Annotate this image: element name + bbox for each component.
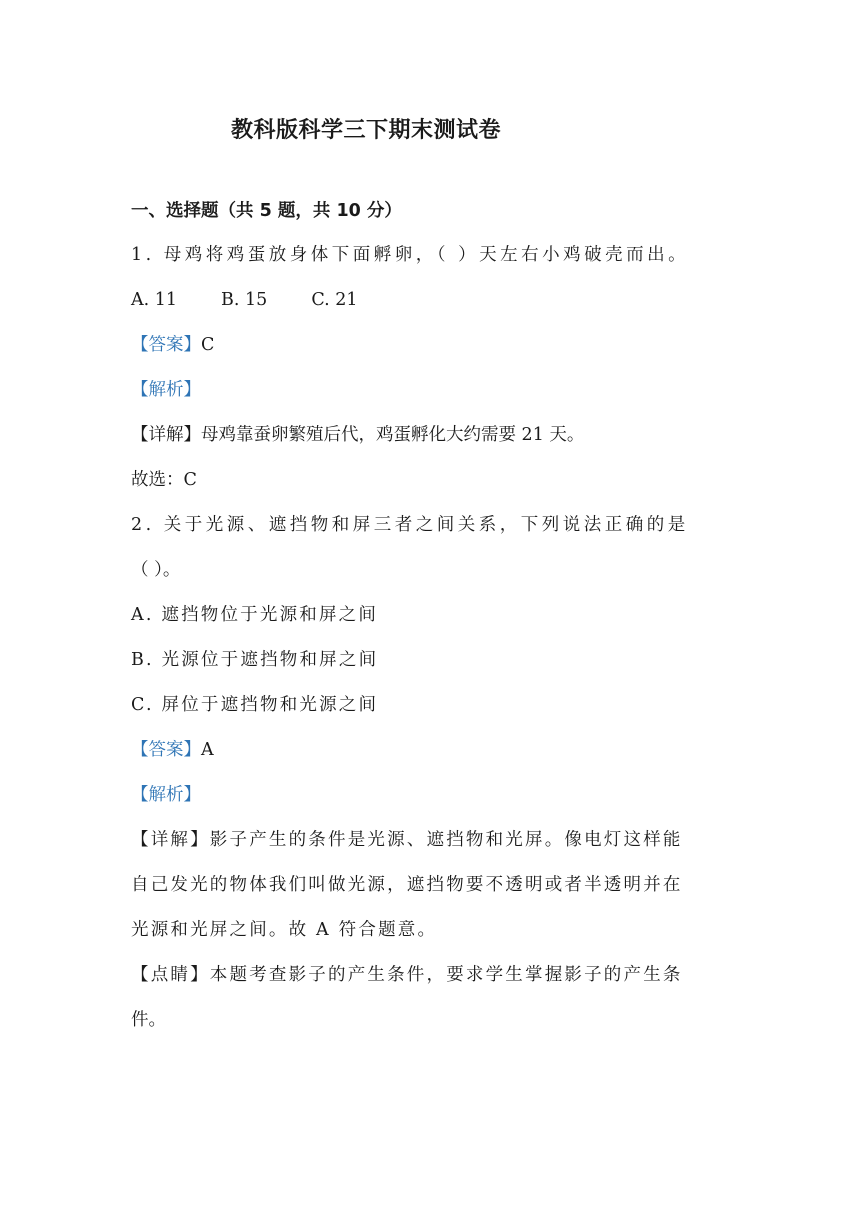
detail-line-2: 自己发光的物体我们叫做光源，遮挡物要不透明或者半透明并在 — [131, 875, 683, 895]
analysis-label: 【解析】 — [131, 785, 201, 805]
page-title: 教科版科学三下期末测试卷 — [231, 118, 502, 143]
option-c: C. 21 — [311, 290, 358, 310]
choice-line: 故选：C — [131, 470, 197, 490]
question-1-options — [131, 288, 357, 312]
answer-label: 【答案】 — [131, 335, 201, 355]
option-b: B. 15 — [221, 290, 268, 310]
option-a: A. 11 — [131, 290, 178, 310]
answer-line — [131, 333, 214, 357]
option-a: A. 遮挡物位于光源和屏之间 — [131, 605, 379, 625]
analysis-label: 【解析】 — [131, 380, 201, 400]
answer-value: C — [201, 335, 215, 355]
comment-line-2: 件。 — [131, 1010, 166, 1030]
question-2-stem-line-1: 2. 关于光源、遮挡物和屏三者之间关系，下列说法正确的是 — [131, 515, 689, 535]
comment-line-1: 【点睛】本题考查影子的产生条件，要求学生掌握影子的产生条 — [131, 965, 683, 985]
detail-line: 【详解】母鸡靠蚕卵繁殖后代，鸡蛋孵化大约需要 21 天。 — [131, 425, 585, 445]
option-b: B. 光源位于遮挡物和屏之间 — [131, 650, 379, 670]
detail-line-3: 光源和光屏之间。故 A 符合题意。 — [131, 920, 438, 940]
detail-line-1: 【详解】影子产生的条件是光源、遮挡物和光屏。像电灯这样能 — [131, 830, 683, 850]
section-heading: 一、选择题（共 5 题，共 10 分） — [131, 201, 402, 221]
question-2-stem-line-2: （ ）。 — [131, 560, 181, 580]
answer-line — [131, 738, 214, 762]
question-1-stem: 1. 母鸡将鸡蛋放身体下面孵卵，（ ）天左右小鸡破壳而出。 — [131, 245, 690, 265]
answer-value: A — [201, 740, 214, 760]
answer-label: 【答案】 — [131, 740, 201, 760]
option-c: C. 屏位于遮挡物和光源之间 — [131, 695, 379, 715]
